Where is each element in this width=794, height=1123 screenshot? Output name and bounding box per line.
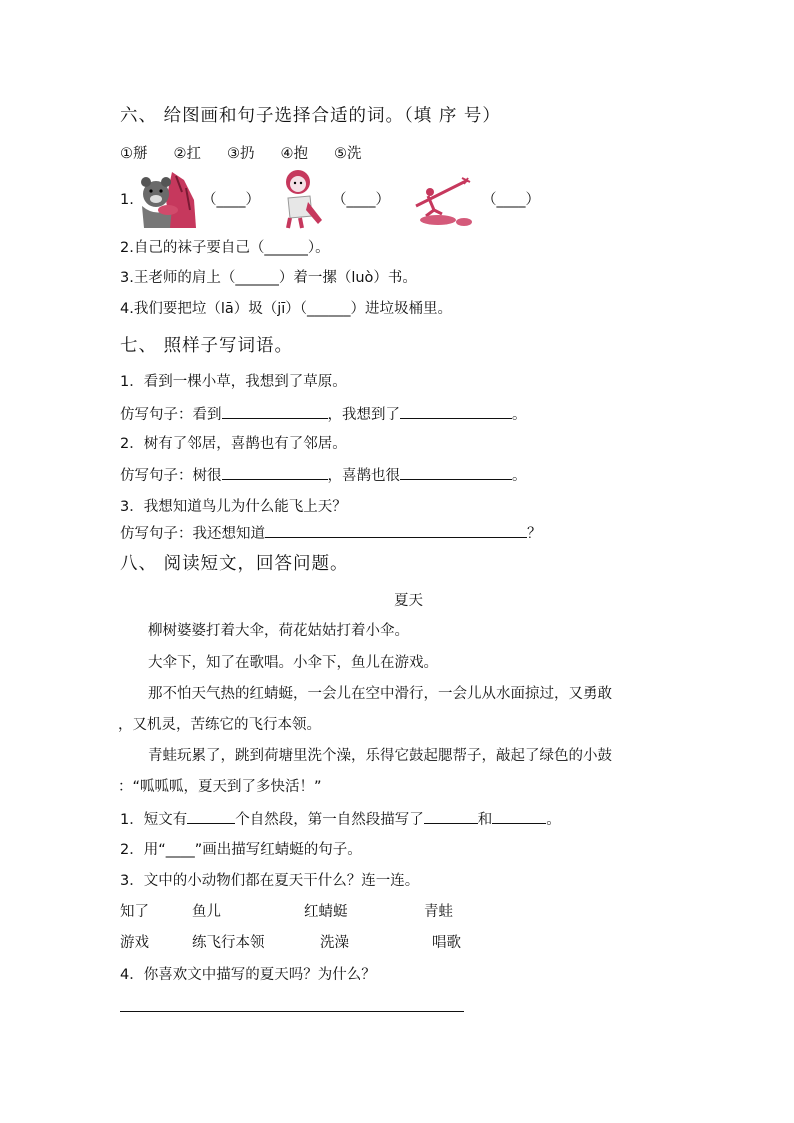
child-picture <box>278 168 328 230</box>
stick-figure-picture <box>408 176 478 228</box>
q1-blank-3[interactable]: （____） <box>482 192 540 208</box>
match-row-2-item-4[interactable]: 唱歌 <box>432 935 461 951</box>
match-row-1-item-4[interactable]: 青蛙 <box>424 904 453 920</box>
match-row-2-item-3[interactable]: 洗澡 <box>320 935 349 951</box>
q1-blank-1[interactable]: （____） <box>202 192 260 208</box>
reading-q2: 2．用“____”画出描写红蜻蜓的句子。 <box>120 842 362 858</box>
word-options <box>120 144 388 164</box>
answer-line[interactable] <box>120 1011 464 1012</box>
imitate-3-blank[interactable] <box>265 523 527 538</box>
q1-blank-2[interactable]: （____） <box>332 192 390 208</box>
imitate-1-blank-a[interactable] <box>222 404 328 419</box>
imitate-1-mid: ，我想到了 <box>327 407 400 423</box>
section-8-title: 八、 阅读短文，回答问题。 <box>120 554 349 574</box>
passage-title: 夏天 <box>394 593 423 609</box>
reading-q1-blank-1[interactable] <box>187 809 235 824</box>
reading-q1-a: 1．短文有 <box>120 812 188 828</box>
paragraph-3-line-2: ，又机灵，苦练它的飞行本领。 <box>118 717 321 733</box>
reading-q4: 4．你喜欢文中描写的夏天吗？为什么？ <box>120 967 376 983</box>
option-1: ①掰 <box>120 146 148 162</box>
imitate-1-prefix: 仿写句子：看到 <box>120 407 222 423</box>
example-1: 1．看到一棵小草，我想到了草原。 <box>120 374 347 390</box>
match-row-1-item-2[interactable]: 鱼儿 <box>192 904 221 920</box>
reading-q1 <box>120 809 561 830</box>
imitate-1-end: 。 <box>512 407 527 423</box>
q3: 3.王老师的肩上（______）着一摞（luò）书。 <box>120 270 417 286</box>
example-3: 3．我想知道鸟儿为什么能飞上天？ <box>120 499 347 515</box>
imitate-2-prefix: 仿写句子：树很 <box>120 468 222 484</box>
match-row-1-item-3[interactable]: 红蜻蜓 <box>304 904 348 920</box>
paragraph-2: 大伞下，知了在歌唱。小伞下，鱼儿在游戏。 <box>148 655 438 671</box>
imitate-2 <box>120 465 527 486</box>
option-4: ④抱 <box>280 146 308 162</box>
reading-q1-d: 。 <box>546 812 561 828</box>
imitate-3-prefix: 仿写句子：我还想知道 <box>120 526 265 542</box>
match-row-1-item-1[interactable]: 知了 <box>120 904 149 920</box>
paragraph-3-line-1: 那不怕天气热的红蜻蜓，一会儿在空中滑行，一会儿从水面掠过，又勇敢 <box>148 686 612 702</box>
q1-number: 1. <box>120 192 134 208</box>
reading-q1-blank-2[interactable] <box>424 809 478 824</box>
imitate-3-end: ？ <box>527 526 542 542</box>
match-row-2-item-2[interactable]: 练飞行本领 <box>192 935 265 951</box>
q4: 4.我们要把垃（lā）圾（jī）（______）进垃圾桶里。 <box>120 301 453 317</box>
section-7-title: 七、 照样子写词语。 <box>120 336 294 356</box>
imitate-2-mid: ，喜鹊也很 <box>327 468 400 484</box>
option-3: ③扔 <box>227 146 255 162</box>
section-6-title: 六、 给图画和句子选择合适的词。（填 序 号） <box>120 106 501 126</box>
reading-q1-blank-3[interactable] <box>492 809 546 824</box>
imitate-2-blank-b[interactable] <box>400 465 512 480</box>
imitate-2-blank-a[interactable] <box>222 465 328 480</box>
option-5: ⑤洗 <box>334 146 362 162</box>
paragraph-4-line-1: 青蛙玩累了，跳到荷塘里洗个澡，乐得它鼓起腮帮子，敲起了绿色的小鼓 <box>148 748 612 764</box>
q2: 2.自己的袜子要自己（______）。 <box>120 240 330 256</box>
imitate-3 <box>120 523 542 544</box>
paragraph-4-line-2: ：“呱呱呱，夏天到了多快活！” <box>118 779 322 795</box>
option-2: ②扛 <box>173 146 201 162</box>
reading-q1-b: 个自然段，第一自然段描写了 <box>235 812 424 828</box>
match-row-2-item-1[interactable]: 游戏 <box>120 935 149 951</box>
bear-picture <box>136 170 200 230</box>
imitate-1 <box>120 404 527 425</box>
imitate-1-blank-b[interactable] <box>400 404 512 419</box>
reading-q3: 3．文中的小动物们都在夏天干什么？连一连。 <box>120 873 420 889</box>
paragraph-1: 柳树婆婆打着大伞，荷花姑姑打着小伞。 <box>148 623 409 639</box>
imitate-2-end: 。 <box>512 468 527 484</box>
reading-q1-c: 和 <box>477 812 493 828</box>
example-2: 2．树有了邻居，喜鹊也有了邻居。 <box>120 436 347 452</box>
